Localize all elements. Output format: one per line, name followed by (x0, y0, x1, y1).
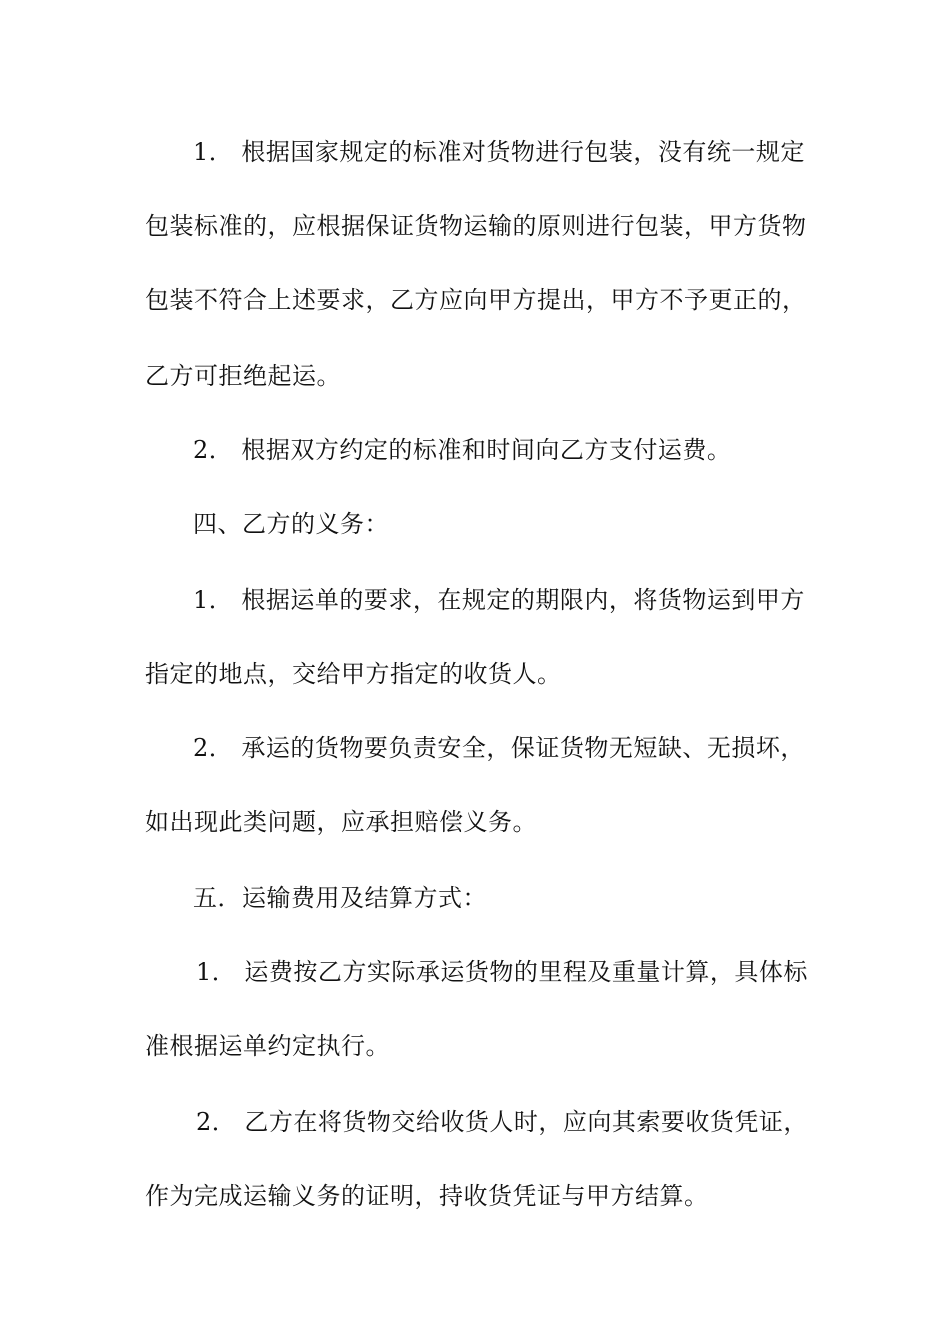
section-heading: 五．运输费用及结算方式： (193, 884, 487, 912)
paragraph-line: 1． 运费按乙方实际承运货物的里程及重量计算，具体标 (196, 958, 808, 986)
paragraph-line: 2． 承运的货物要负责安全，保证货物无短缺、无损坏， (193, 734, 805, 762)
paragraph-line: 1． 根据运单的要求，在规定的期限内，将货物运到甲方 (193, 586, 805, 614)
paragraph-line: 1． 根据国家规定的标准对货物进行包装，没有统一规定 (193, 138, 805, 166)
paragraph-line: 准根据运单约定执行。 (145, 1032, 390, 1060)
paragraph-line: 包装不符合上述要求，乙方应向甲方提出，甲方不予更正的， (145, 286, 807, 314)
paragraph-line: 2． 乙方在将货物交给收货人时，应向其索要收货凭证， (196, 1108, 808, 1136)
paragraph-line: 作为完成运输义务的证明，持收货凭证与甲方结算。 (145, 1182, 709, 1210)
section-heading: 四、乙方的义务： (193, 510, 389, 538)
paragraph-line: 指定的地点，交给甲方指定的收货人。 (145, 660, 562, 688)
paragraph-line: 如出现此类问题，应承担赔偿义务。 (145, 808, 537, 836)
paragraph-line: 2． 根据双方约定的标准和时间向乙方支付运费。 (193, 436, 732, 464)
paragraph-line: 包装标准的，应根据保证货物运输的原则进行包装，甲方货物 (145, 212, 807, 240)
paragraph-line: 乙方可拒绝起运。 (145, 362, 341, 390)
